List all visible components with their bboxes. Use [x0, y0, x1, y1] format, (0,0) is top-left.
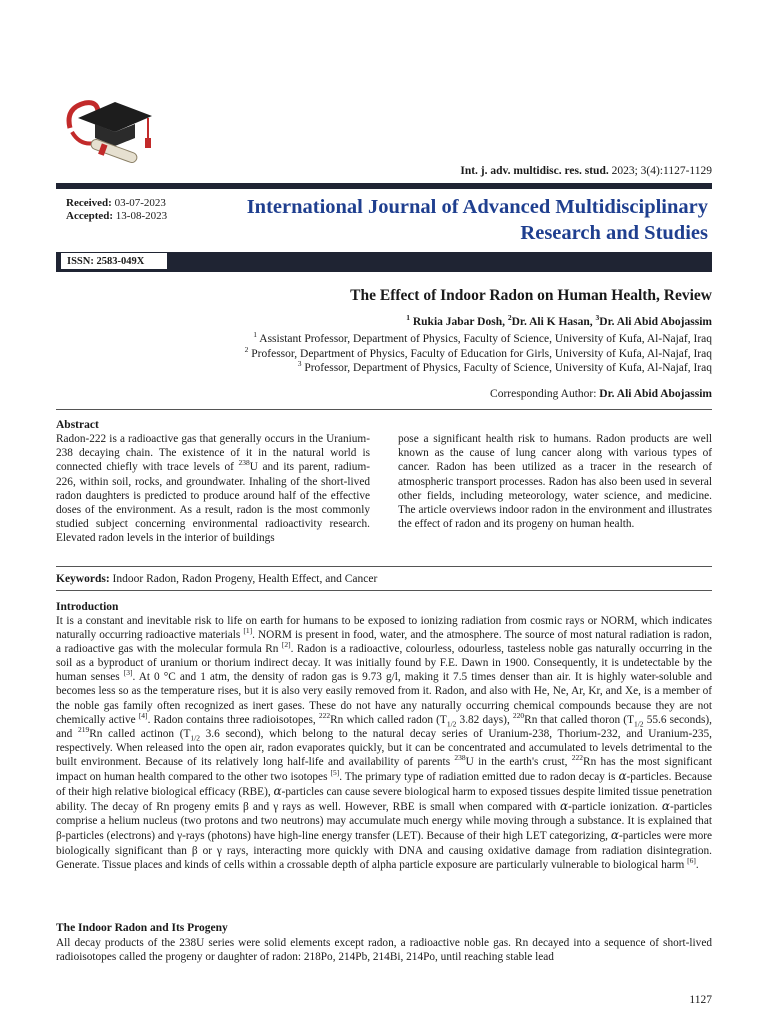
section-heading: The Indoor Radon and Its Progeny [56, 922, 228, 934]
accepted-date: 13-08-2023 [113, 210, 168, 222]
citation-journal: Int. j. adv. multidisc. res. stud. [460, 165, 609, 177]
affiliation-item [245, 361, 712, 376]
affiliations [245, 332, 712, 376]
received-date: 03-07-2023 [111, 197, 166, 209]
page-number: 1127 [689, 994, 712, 1006]
text: . At 0 °C and 1 atm, the density of radon gas is 9.73 g/l, making it 7.5 times denser than air. It is highly water-soluble and becomes less so as the temperature rises, but it is also very easily removed from it. Radon, and also with He, Ne, Ar, Kr, and Xe, is a member of the noble gas family often recognized as inert gases. These do not have any naturally occurring chemical compounds because they are not chemically active [56, 671, 712, 726]
affiliation-item [244, 344, 712, 362]
abstract-text: Radon-222 is a radioactive gas that generally occurs in the Uranium-238 decaying chain. The existence of it in the natural world is connected chiefly with trace levels of [56, 433, 370, 474]
author-name: Dr. Ali K Hasan, [511, 316, 593, 328]
author-index: 2 [507, 313, 512, 323]
introduction-text [56, 614, 712, 872]
text: It is a constant and inevitable risk to life on earth for humans to be exposed to ionizing radiation from cosmic rays or NORM, which indicates naturally occurring radioactive materials [56, 615, 712, 642]
alpha-symbol: α [560, 799, 569, 814]
reference: [5] [330, 768, 340, 778]
journal-title-line1: International Journal of Advanced Multidisciplinary [246, 196, 708, 218]
author-list [406, 313, 712, 328]
superscript: 222 [571, 753, 584, 763]
divider [56, 590, 712, 591]
text: Rn called actinon (T [89, 727, 191, 740]
text: 3.82 days), [456, 713, 513, 726]
citation-volume: 2023; 3(4):1127-1129 [608, 165, 712, 177]
section-text: All decay products of the 238U series were solid elements except radon, a radioactive noble gas. Rn decayed into a sequence of short-lived radioisotopes called the progeny or daughter of radon: 218Po, 214Pb, 214Bi, 214Po, until reaching stable lead [56, 937, 712, 964]
subscript: 1/2 [446, 718, 457, 728]
text: -particles were more biologically significant than β or γ rays, interacting more quickly with DNA and causing oxidative damage from radiation disintegration. Generate. Tissue places and kinds of cells within a crossable depth of alpha particle exposure are particularly vulnerable to biological harm [56, 830, 712, 871]
author-index: 1 [406, 313, 410, 323]
corresponding-author [490, 388, 712, 400]
affiliation-text: Assistant Professor, Department of Physics, Faculty of Science, University of Kufa, Al-Najaf, Iraq [257, 333, 712, 345]
affiliation-index: 1 [253, 330, 258, 340]
text: . [695, 858, 699, 871]
author-name: Dr. Ali Abid Abojassim [599, 316, 712, 328]
introduction-heading: Introduction [56, 601, 119, 613]
text: . Radon contains three radioisotopes, [147, 713, 319, 726]
journal-title [188, 194, 708, 246]
journal-logo [60, 88, 160, 170]
reference: [4] [138, 710, 148, 720]
reference: [3] [123, 668, 133, 678]
text: . NORM is present in food, water, and the atmosphere. The source of most natural radiation is radon, a radioactive gas with the molecular formula Rn [56, 629, 712, 656]
superscript: 220 [512, 710, 525, 720]
journal-title-line2: Research and Studies [520, 222, 708, 244]
text: . The primary type of radiation emitted due to radon decay is [339, 771, 619, 784]
superscript: 238 [238, 458, 250, 468]
alpha-symbol: α [618, 769, 627, 784]
text: 3.6 second), which belong to the natural decay series of Uranium-238, Thorium-232, and Uranium-235, respectively. When released into the open air, radon evaporates quickly, but it can be concentrated and accumulated to levels detrimental to the built environment. Because of its relatively long half-life and availability of parents [56, 727, 712, 768]
keywords-text: Indoor Radon, Radon Progeny, Health Effect, and Cancer [109, 573, 378, 585]
text: . Radon is a radioactive, colourless, odourless, tasteless noble gas naturally occurring in the soil as a byproduct of uranium or thorium indirect decay. It was initially found by F.E. Dawn in 1900. Consequently, it is undetectable by the human senses [56, 643, 713, 684]
dates-block [66, 197, 167, 223]
alpha-symbol: α [610, 828, 619, 843]
subscript: 1/2 [633, 718, 644, 728]
text: Rn that called thoron (T [524, 713, 634, 726]
text: -particles. Because of their high relative biological efficacy (RBE), [56, 771, 713, 799]
accepted-label: Accepted: [66, 210, 114, 222]
text: 55.6 seconds), and [56, 713, 712, 740]
divider [56, 566, 712, 567]
issn-label: ISSN: 2583-049X [60, 252, 168, 270]
subscript: 1/2 [190, 733, 200, 742]
text: Rn which called radon (T [330, 713, 447, 726]
header-bar [56, 183, 712, 189]
reference: [6] [687, 855, 696, 865]
corresponding-name: Dr. Ali Abid Abojassim [599, 388, 712, 400]
text: -particles comprise a helium nucleus (two protons and two neutrons) may accumulate much energy while moving through a substance. It is explained that β-particles (electrons) and γ-rays (photons) have high-line energy transfer (LET). Because of their high LET categorizing, [56, 801, 712, 843]
abstract-right-column: pose a significant health risk to humans. Radon products are well known as the cause of lung cancer along with various types of cancer. Radon has been utilized as a tracer in the research of atmospheric transport processes. Radon has also been used in several other fields, including meteorology, water science, and medicine. The article overviews indoor radon in the environment and illustrates the effect of radon and its progeny on human health. [398, 433, 712, 531]
superscript: 219 [78, 724, 90, 734]
author-name: Rukia Jabar Dosh, [412, 316, 505, 328]
superscript: 222 [318, 710, 331, 720]
author-index: 3 [595, 313, 600, 323]
abstract-text: U and its parent, radium-226, within soil, rocks, and groundwater. Inhaling of the short-lived radon daughters is predicted to produce around half of the effective doses of the environment. As a result, radon is the most commonly studied subject concerning environmental radioactivity research. Elevated radon levels in the interior of buildings [56, 461, 370, 545]
affiliation-text: Professor, Department of Physics, Faculty of Education for Girls, University of Kufa, Al-Najaf, Iraq [248, 347, 712, 360]
text: Rn has the most significant impact on human health compared to the other two isotopes [56, 755, 713, 784]
reference: [1] [243, 626, 253, 636]
text: -particle ionization. [568, 801, 662, 814]
reference: [2] [281, 640, 291, 650]
abstract-heading: Abstract [56, 419, 99, 431]
alpha-symbol: α [273, 784, 282, 799]
keywords-label: Keywords: [56, 573, 110, 585]
citation-line [460, 165, 712, 177]
affiliation-text: Professor, Department of Physics, Faculty of Science, University of Kufa, Al-Najaf, Iraq [301, 362, 712, 374]
graduation-cap-icon [60, 88, 160, 170]
superscript: 238 [454, 753, 466, 763]
abstract-left-column [56, 432, 370, 546]
affiliation-item [245, 332, 712, 347]
corresponding-label: Corresponding Author: [490, 388, 600, 400]
keywords-line [56, 573, 377, 585]
text: -particles can cause severe biological harm to exposed tissues despite limited tissue penetration ability. The decay of Rn progeny emits β and γ rays as well. However, RBE is small when compared with [56, 786, 713, 814]
text: U in the earth's crust, [465, 755, 572, 768]
affiliation-index: 3 [297, 359, 302, 369]
alpha-symbol: α [661, 799, 670, 814]
divider [56, 409, 712, 410]
paper-title: The Effect of Indoor Radon on Human Health, Review [350, 287, 712, 304]
received-label: Received: [66, 197, 112, 209]
affiliation-index: 2 [244, 344, 249, 354]
